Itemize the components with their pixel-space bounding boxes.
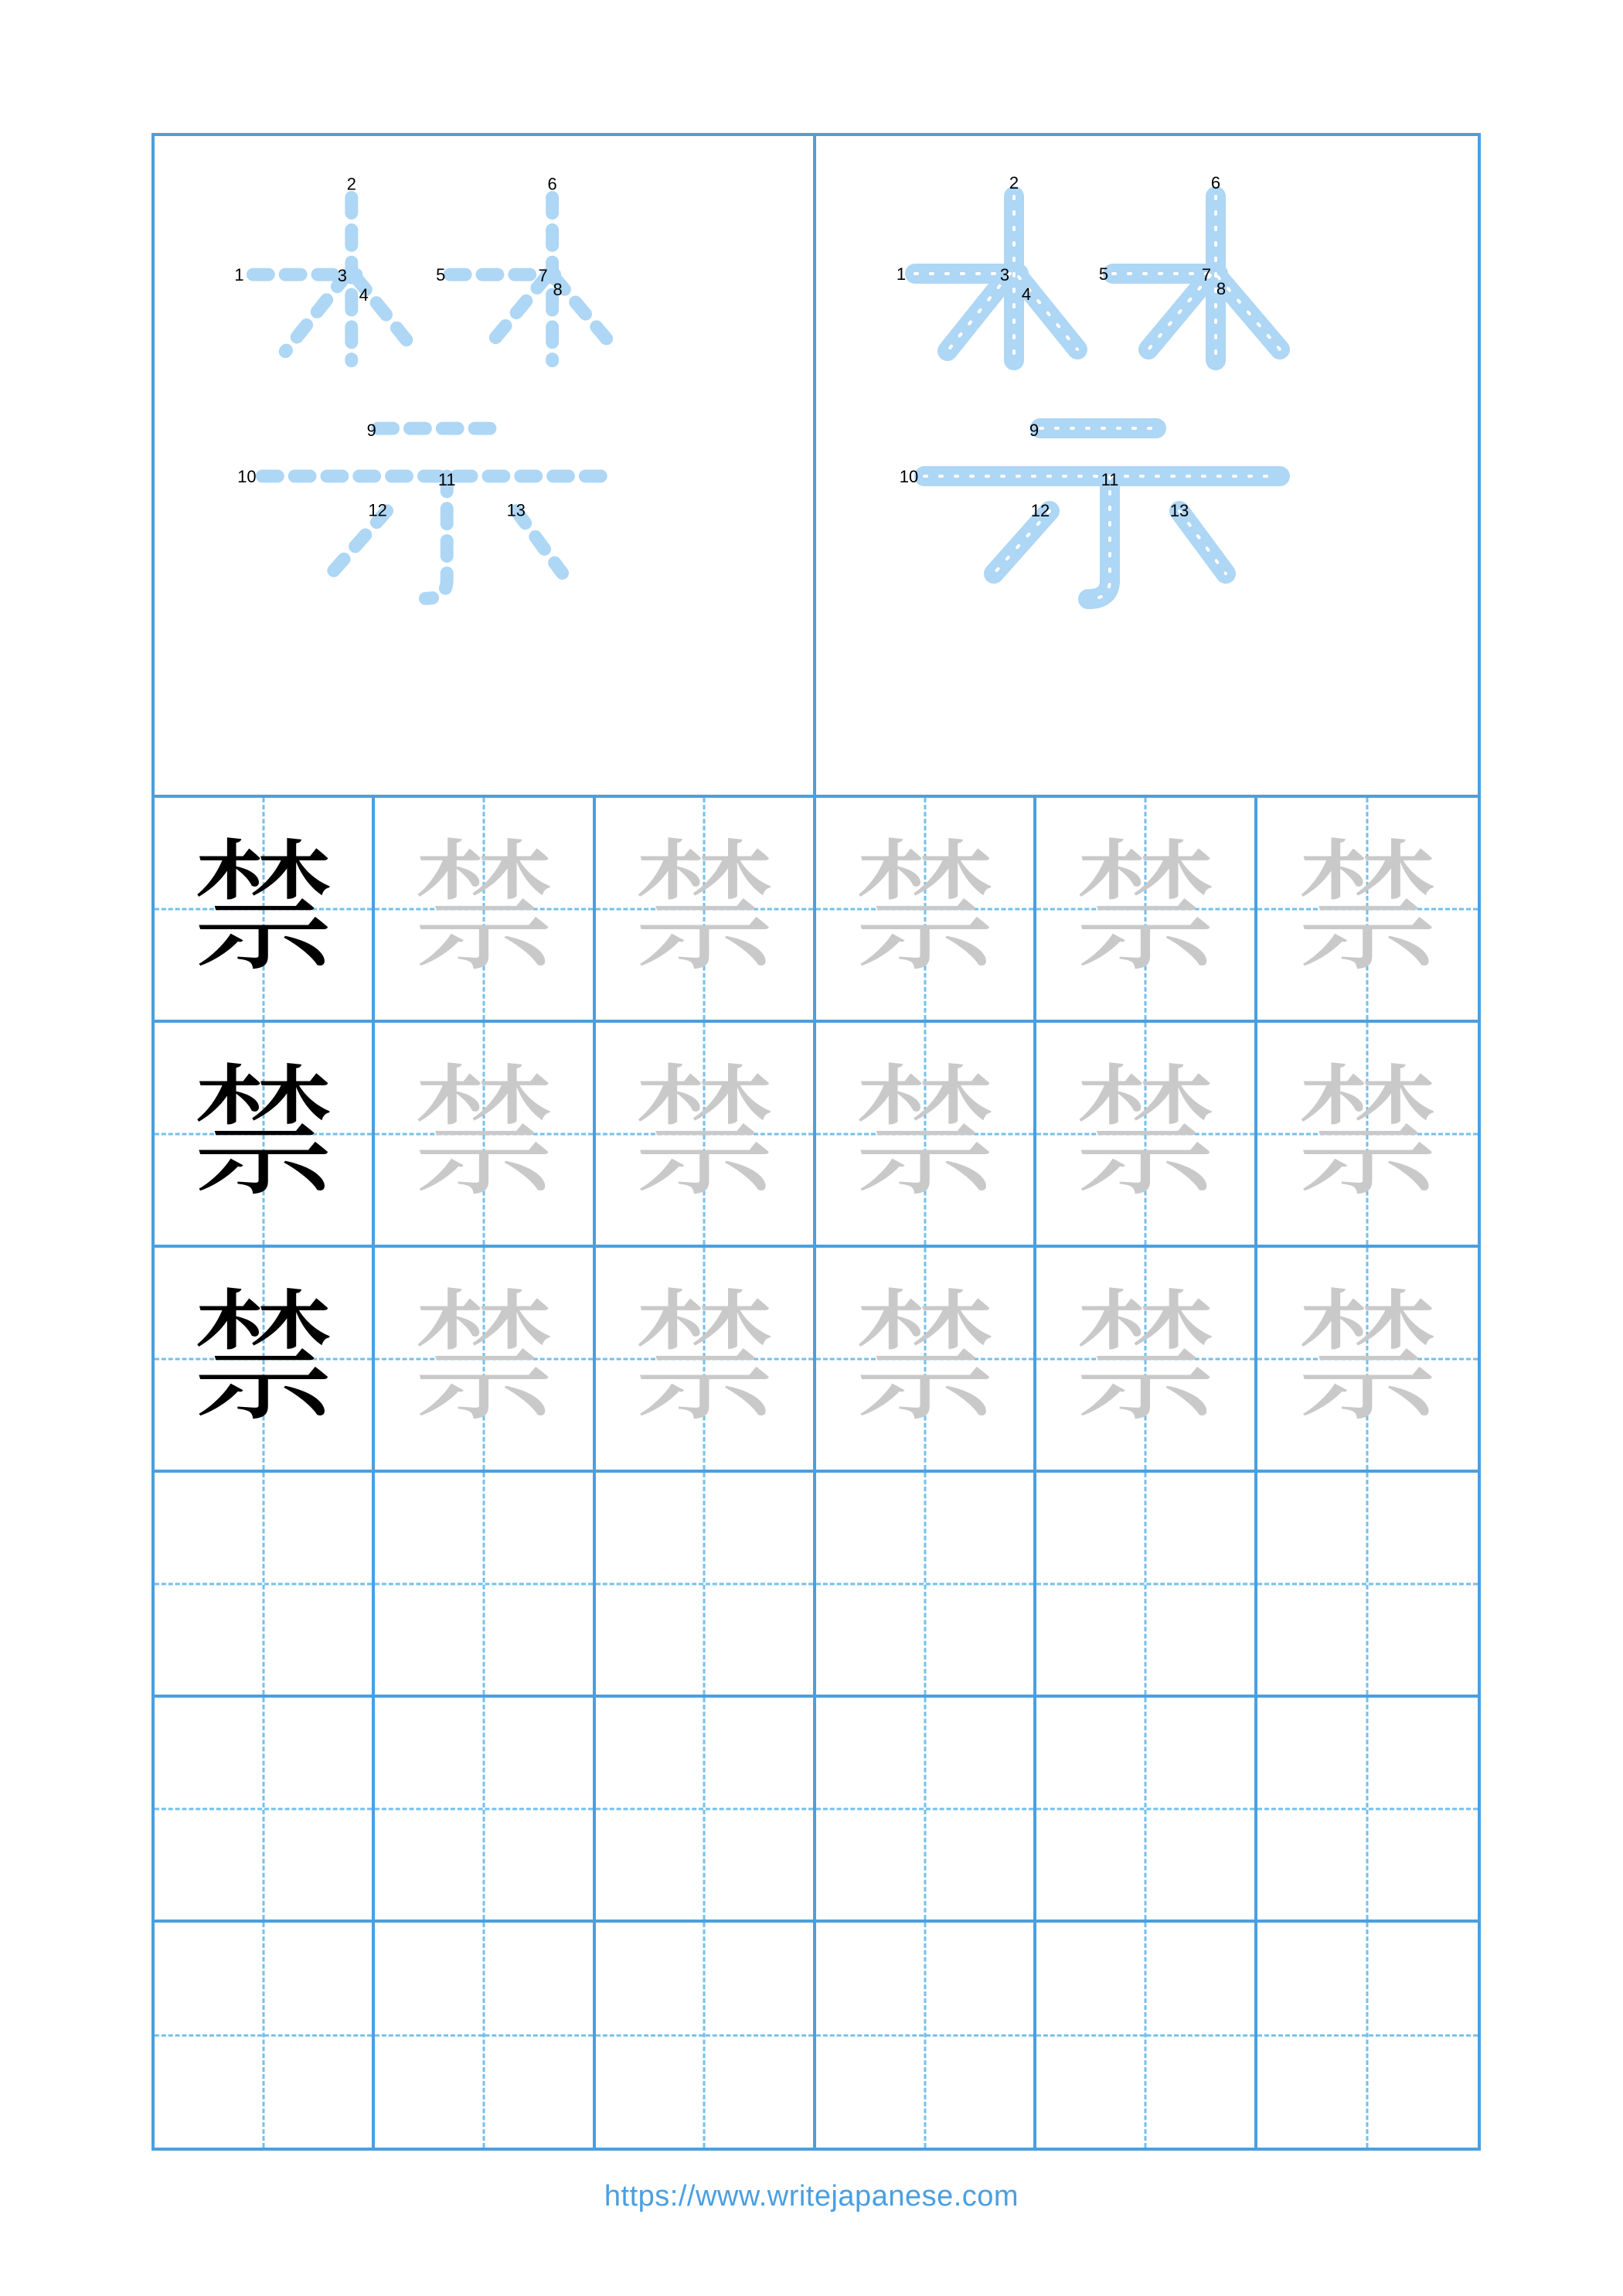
practice-cell[interactable] (596, 798, 816, 1020)
stroke-number-8: 8 (1216, 279, 1227, 298)
practice-cell[interactable] (596, 1698, 816, 1920)
empty-character (1036, 1473, 1254, 1695)
practice-row (155, 798, 1478, 1023)
practice-row (155, 1473, 1478, 1698)
stroke-number-11: 11 (437, 469, 456, 489)
stroke-number-6: 6 (1210, 173, 1221, 192)
empty-character (155, 1923, 372, 2148)
empty-character (596, 1698, 813, 1920)
stroke-number-13: 13 (1169, 501, 1189, 520)
trace-character: 禁 (853, 825, 997, 992)
stroke-number-9: 9 (366, 421, 376, 441)
stroke-number-2: 2 (1009, 173, 1019, 192)
stroke-number-3: 3 (337, 266, 347, 286)
practice-cell[interactable] (375, 1248, 595, 1470)
full-character-cell (816, 136, 1478, 795)
practice-cell[interactable] (375, 1698, 595, 1920)
practice-cell[interactable] (596, 1473, 816, 1695)
model-character: 禁 (192, 825, 335, 992)
practice-cell[interactable] (155, 1248, 375, 1470)
practice-cell[interactable] (1257, 1698, 1478, 1920)
empty-character (375, 1698, 592, 1920)
stroke-number-9: 9 (1029, 421, 1039, 440)
model-character: 禁 (192, 1050, 335, 1217)
stroke-number-5: 5 (436, 265, 446, 285)
stroke-number-1: 1 (234, 265, 244, 285)
trace-character: 禁 (1295, 825, 1439, 992)
stroke-number-7: 7 (1201, 265, 1212, 284)
practice-cell[interactable] (596, 1923, 816, 2148)
practice-cell[interactable] (155, 1023, 375, 1245)
trace-character: 禁 (1073, 825, 1217, 992)
empty-character (816, 1698, 1033, 1920)
practice-cell[interactable] (816, 1473, 1036, 1695)
practice-cell[interactable] (1257, 798, 1478, 1020)
practice-cell[interactable] (1257, 1023, 1478, 1245)
empty-character (155, 1473, 372, 1695)
practice-cell[interactable] (1257, 1248, 1478, 1470)
empty-character (596, 1923, 813, 2148)
demo-row (151, 133, 1481, 798)
empty-character (816, 1473, 1033, 1695)
stroke-number-1: 1 (896, 264, 907, 284)
practice-cell[interactable] (1036, 1923, 1257, 2148)
trace-character: 禁 (1073, 1275, 1217, 1442)
stroke-number-12: 12 (1030, 501, 1050, 520)
practice-cell[interactable] (596, 1023, 816, 1245)
trace-character: 禁 (412, 1050, 556, 1217)
practice-row (155, 1023, 1478, 1248)
stroke-number-10: 10 (899, 467, 919, 486)
trace-character: 禁 (632, 825, 776, 992)
model-character: 禁 (192, 1275, 335, 1442)
trace-character: 禁 (853, 1050, 997, 1217)
practice-cell[interactable] (816, 1248, 1036, 1470)
practice-cell[interactable] (1036, 1023, 1257, 1245)
trace-character: 禁 (1295, 1050, 1439, 1217)
practice-row (155, 1698, 1478, 1923)
practice-row (155, 1248, 1478, 1473)
footer-url[interactable]: https://www.writejapanese.com (604, 2180, 1019, 2213)
practice-grid (151, 798, 1481, 2151)
stroke-number-4: 4 (1021, 284, 1032, 304)
trace-character: 禁 (1073, 1050, 1217, 1217)
stroke-number-10: 10 (237, 466, 257, 486)
practice-cell[interactable] (375, 1023, 595, 1245)
empty-character (375, 1923, 592, 2148)
practice-cell[interactable] (1036, 1698, 1257, 1920)
stroke-number-2: 2 (346, 174, 356, 194)
empty-character (816, 1923, 1033, 2148)
trace-character: 禁 (632, 1050, 776, 1217)
practice-cell[interactable] (155, 1923, 375, 2148)
empty-character (1036, 1698, 1254, 1920)
practice-cell[interactable] (375, 1473, 595, 1695)
practice-cell[interactable] (1036, 1248, 1257, 1470)
practice-cell[interactable] (155, 798, 375, 1020)
practice-cell[interactable] (1257, 1473, 1478, 1695)
stroke-number-11: 11 (1101, 470, 1119, 489)
practice-cell[interactable] (816, 1698, 1036, 1920)
practice-cell[interactable] (1036, 1473, 1257, 1695)
stroke-number-6: 6 (547, 174, 557, 194)
empty-character (375, 1473, 592, 1695)
stroke-number-12: 12 (368, 500, 387, 520)
stroke-number-7: 7 (538, 266, 548, 286)
empty-character (596, 1473, 813, 1695)
trace-character: 禁 (853, 1275, 997, 1442)
practice-cell[interactable] (1036, 798, 1257, 1020)
stroke-number-3: 3 (999, 265, 1010, 284)
stroke-number-13: 13 (506, 500, 526, 520)
practice-cell[interactable] (375, 798, 595, 1020)
practice-cell[interactable] (155, 1473, 375, 1695)
empty-character (155, 1698, 372, 1920)
trace-character: 禁 (632, 1275, 776, 1442)
empty-character (1257, 1923, 1478, 2148)
trace-character: 禁 (412, 1275, 556, 1442)
practice-cell[interactable] (816, 1023, 1036, 1245)
trace-character: 禁 (1295, 1275, 1439, 1442)
empty-character (1036, 1923, 1254, 2148)
stroke-number-5: 5 (1098, 264, 1109, 284)
practice-cell[interactable] (1257, 1923, 1478, 2148)
stroke-number-4: 4 (359, 285, 369, 305)
empty-character (1257, 1473, 1478, 1695)
stroke-number-8: 8 (553, 280, 563, 300)
full-character-diagram (816, 136, 1478, 795)
stroke-order-cell (155, 136, 816, 795)
practice-cell[interactable] (816, 798, 1036, 1020)
worksheet (151, 133, 1481, 2148)
practice-cell[interactable] (816, 1923, 1036, 2148)
stroke-order-diagram (155, 136, 813, 795)
practice-cell[interactable] (375, 1923, 595, 2148)
empty-character (1257, 1698, 1478, 1920)
practice-cell[interactable] (596, 1248, 816, 1470)
practice-cell[interactable] (155, 1698, 375, 1920)
trace-character: 禁 (412, 825, 556, 992)
practice-row (155, 1923, 1478, 2148)
